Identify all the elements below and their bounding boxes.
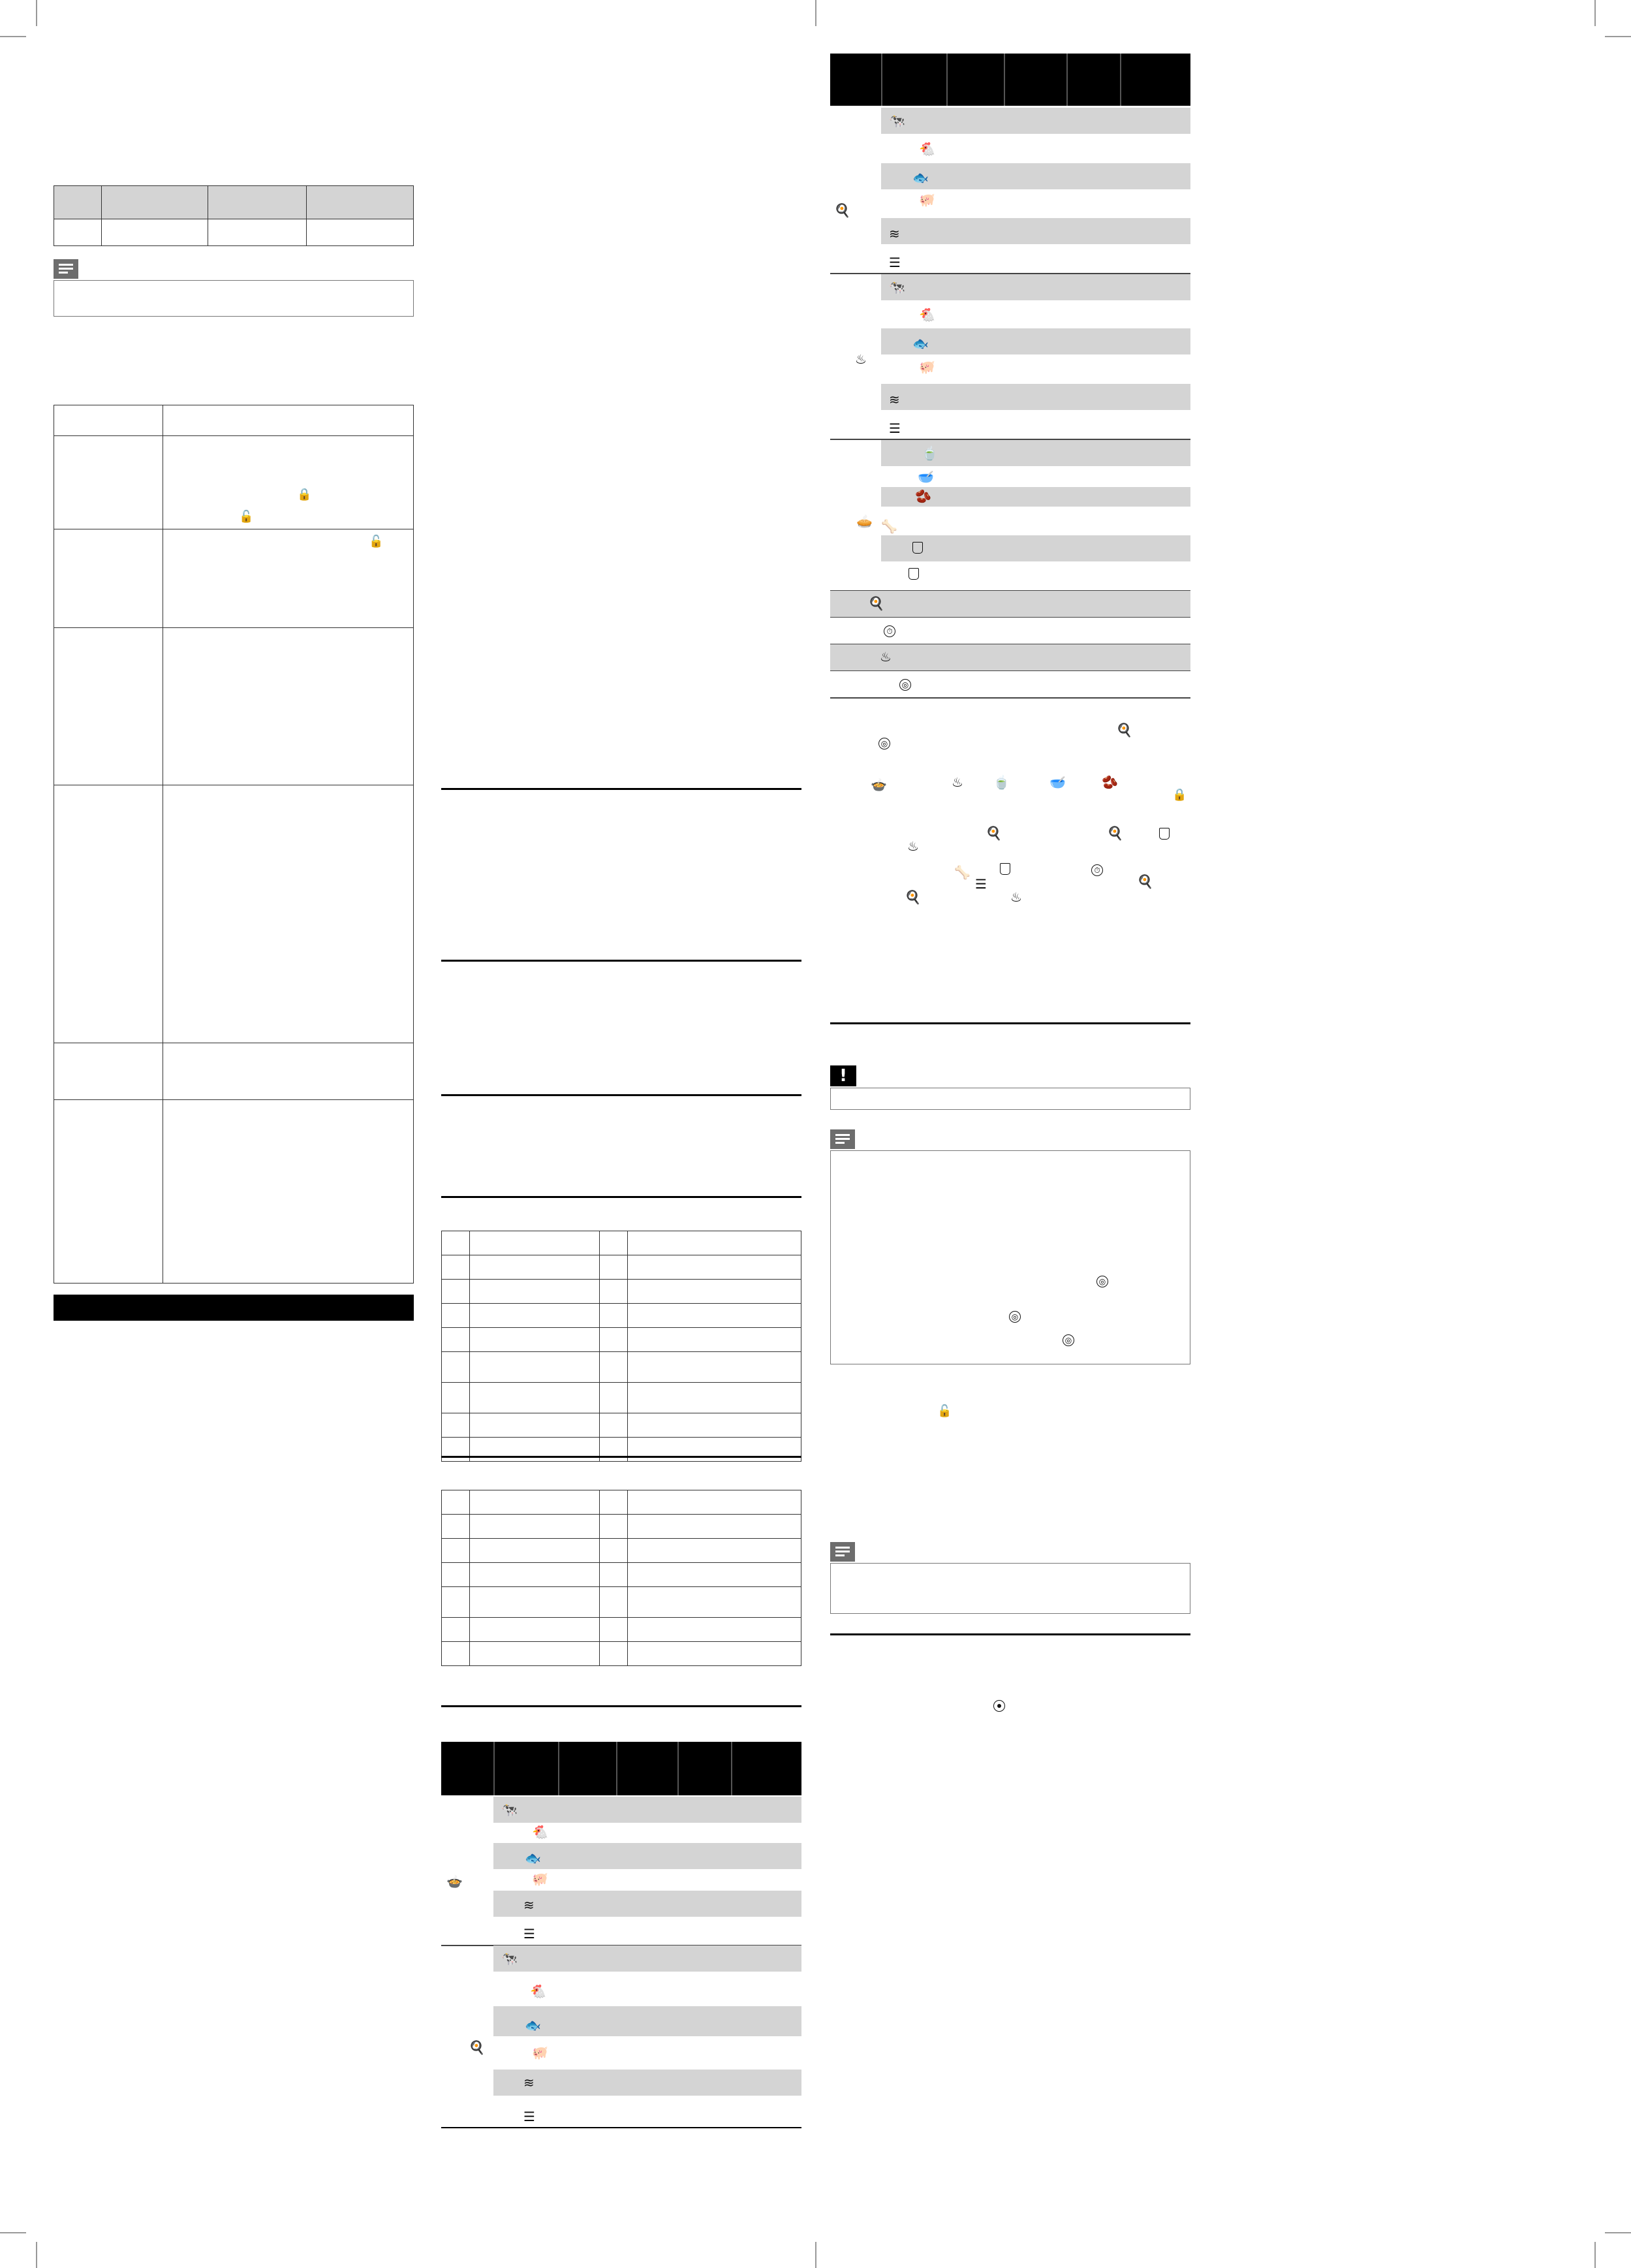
section-divider [441,1094,801,1096]
crop-mark [0,36,26,37]
warning-box [830,1088,1190,1110]
slow-cook-icon: 🍳 [834,202,850,218]
pork-icon: 🐖 [919,359,935,375]
table-row [881,384,1190,410]
fish-icon: 🐟 [525,2017,541,2033]
bean-icon: 🫘 [915,488,931,504]
crop-mark [36,2242,37,2268]
crop-mark [36,0,37,26]
rice-icon [1159,828,1170,840]
pork-icon: 🐖 [532,2045,548,2060]
reheat-icon: ◎ [878,738,890,749]
bone-icon: 🦴 [954,864,971,880]
crop-mark [1594,0,1596,26]
note-box [54,280,414,317]
section-divider [441,788,801,790]
header-divider [616,1742,617,1795]
chicken-icon: 🐔 [919,141,935,157]
slow-cook-icon: 🍳 [986,825,1002,841]
multi-icon: ≋ [889,392,900,407]
beef-icon: 🐄 [889,279,905,295]
multi-icon: ≋ [889,226,900,242]
table-row [493,1945,801,1972]
fish-icon: 🐟 [912,336,929,351]
porridge-icon: 🥣 [1049,774,1066,790]
custom-icon: ☰ [975,876,987,892]
chicken-icon: 🐔 [919,307,935,323]
saute-icon: 🍳 [868,595,884,611]
unlock-icon: 🔓 [937,1404,952,1418]
chicken-icon: 🐔 [530,1983,546,1999]
header-divider [493,1742,495,1795]
fold-mark [815,0,816,26]
steam-icon: ♨ [1010,889,1022,905]
table-row [881,218,1190,244]
program-table-header [441,1742,801,1795]
note-icon [54,259,78,279]
section-black-band [54,1295,414,1321]
pressure-cook-icon: 🍲 [871,777,887,793]
note-box [830,1150,1190,1364]
program-table-header [830,54,1190,106]
lock-icon: 🔒 [1172,788,1187,802]
fold-mark [815,2242,816,2268]
keep-warm-icon: ♨ [907,838,919,854]
section-divider [441,960,801,962]
pork-icon: 🐖 [919,192,935,208]
section-divider [441,1456,801,1458]
table-bottom-rule [441,2127,801,2128]
steam-icon: ♨ [952,774,963,790]
crop-mark [1605,2232,1631,2233]
beef-icon: 🐄 [501,1802,518,1818]
slow-cook-icon: 🍳 [469,2040,485,2055]
crop-mark [1605,36,1631,37]
yogurt-icon [1000,863,1010,875]
reheat-icon: ◎ [1009,1311,1021,1323]
section-divider [830,1633,1190,1635]
lock-icon: 🔒 [297,488,312,501]
table-row [493,1891,801,1917]
bone-icon: 🦴 [881,518,897,534]
pressure-cook-icon: 🍲 [446,1874,463,1889]
slow-cook-icon: 🍳 [905,889,921,905]
reheat-icon: ◎ [899,679,911,691]
soup-icon: 🍵 [993,774,1010,790]
fish-icon: 🐟 [912,170,929,185]
parts-table-1 [441,1231,801,1462]
crop-mark [0,2232,26,2233]
header-divider [558,1742,559,1795]
chicken-icon: 🐔 [532,1824,548,1840]
table-row [493,2070,801,2096]
crop-mark [1594,2242,1596,2268]
unlock-icon: 🔓 [369,535,384,548]
keep-warm-icon: ♨ [880,649,892,665]
soup-icon: 🍵 [922,445,938,461]
header-divider [946,54,948,106]
yogurt-icon [909,568,919,580]
reheat-icon: ◎ [1063,1334,1074,1346]
section-divider [441,1705,801,1707]
section-divider [441,1196,801,1198]
parts-table-2 [441,1490,801,1666]
note-box [830,1563,1190,1614]
fish-icon: 🐟 [525,1850,541,1866]
custom-icon: ☰ [889,255,901,270]
bean-icon: 🫘 [1102,774,1118,790]
steam-icon: ♨ [855,351,867,367]
multi-icon: ≋ [523,2075,535,2090]
porridge-icon: 🥣 [918,469,934,484]
custom-icon: ☰ [523,1926,535,1942]
header-divider [731,1742,732,1795]
header-divider [1004,54,1005,106]
reheat-icon: ◎ [1096,1276,1108,1287]
spec-table [54,185,414,246]
table-row [881,274,1190,300]
timer-icon: ⏱ [1091,864,1103,876]
multi-icon: ≋ [523,1897,535,1913]
troubleshooting-table [54,405,414,1284]
custom-icon: ☰ [523,2109,535,2124]
timer-icon: ⏱ [884,625,895,637]
warning-icon: ! [830,1065,856,1086]
slow-cook-icon: 🍳 [1107,825,1123,841]
slow-cook-icon: 🍳 [1137,874,1153,889]
header-divider [1066,54,1068,106]
section-divider [830,1022,1190,1024]
header-divider [1120,54,1121,106]
table-bottom-rule [830,697,1190,699]
beef-icon: 🐄 [889,113,905,129]
header-divider [677,1742,679,1795]
header-divider [881,54,882,106]
up-button-icon [993,1700,1005,1712]
table-row [493,1797,801,1823]
pork-icon: 🐖 [532,1871,548,1887]
bake-icon: 🥧 [856,513,873,529]
custom-icon: ☰ [889,420,901,436]
table-row [881,535,1190,561]
note-icon [830,1542,855,1562]
unlock-icon: 🔓 [239,510,254,524]
note-icon [830,1129,855,1149]
rice-icon [912,542,923,554]
saute-icon: 🍳 [1116,722,1132,738]
beef-icon: 🐄 [501,1951,518,1966]
table-row [881,108,1190,134]
